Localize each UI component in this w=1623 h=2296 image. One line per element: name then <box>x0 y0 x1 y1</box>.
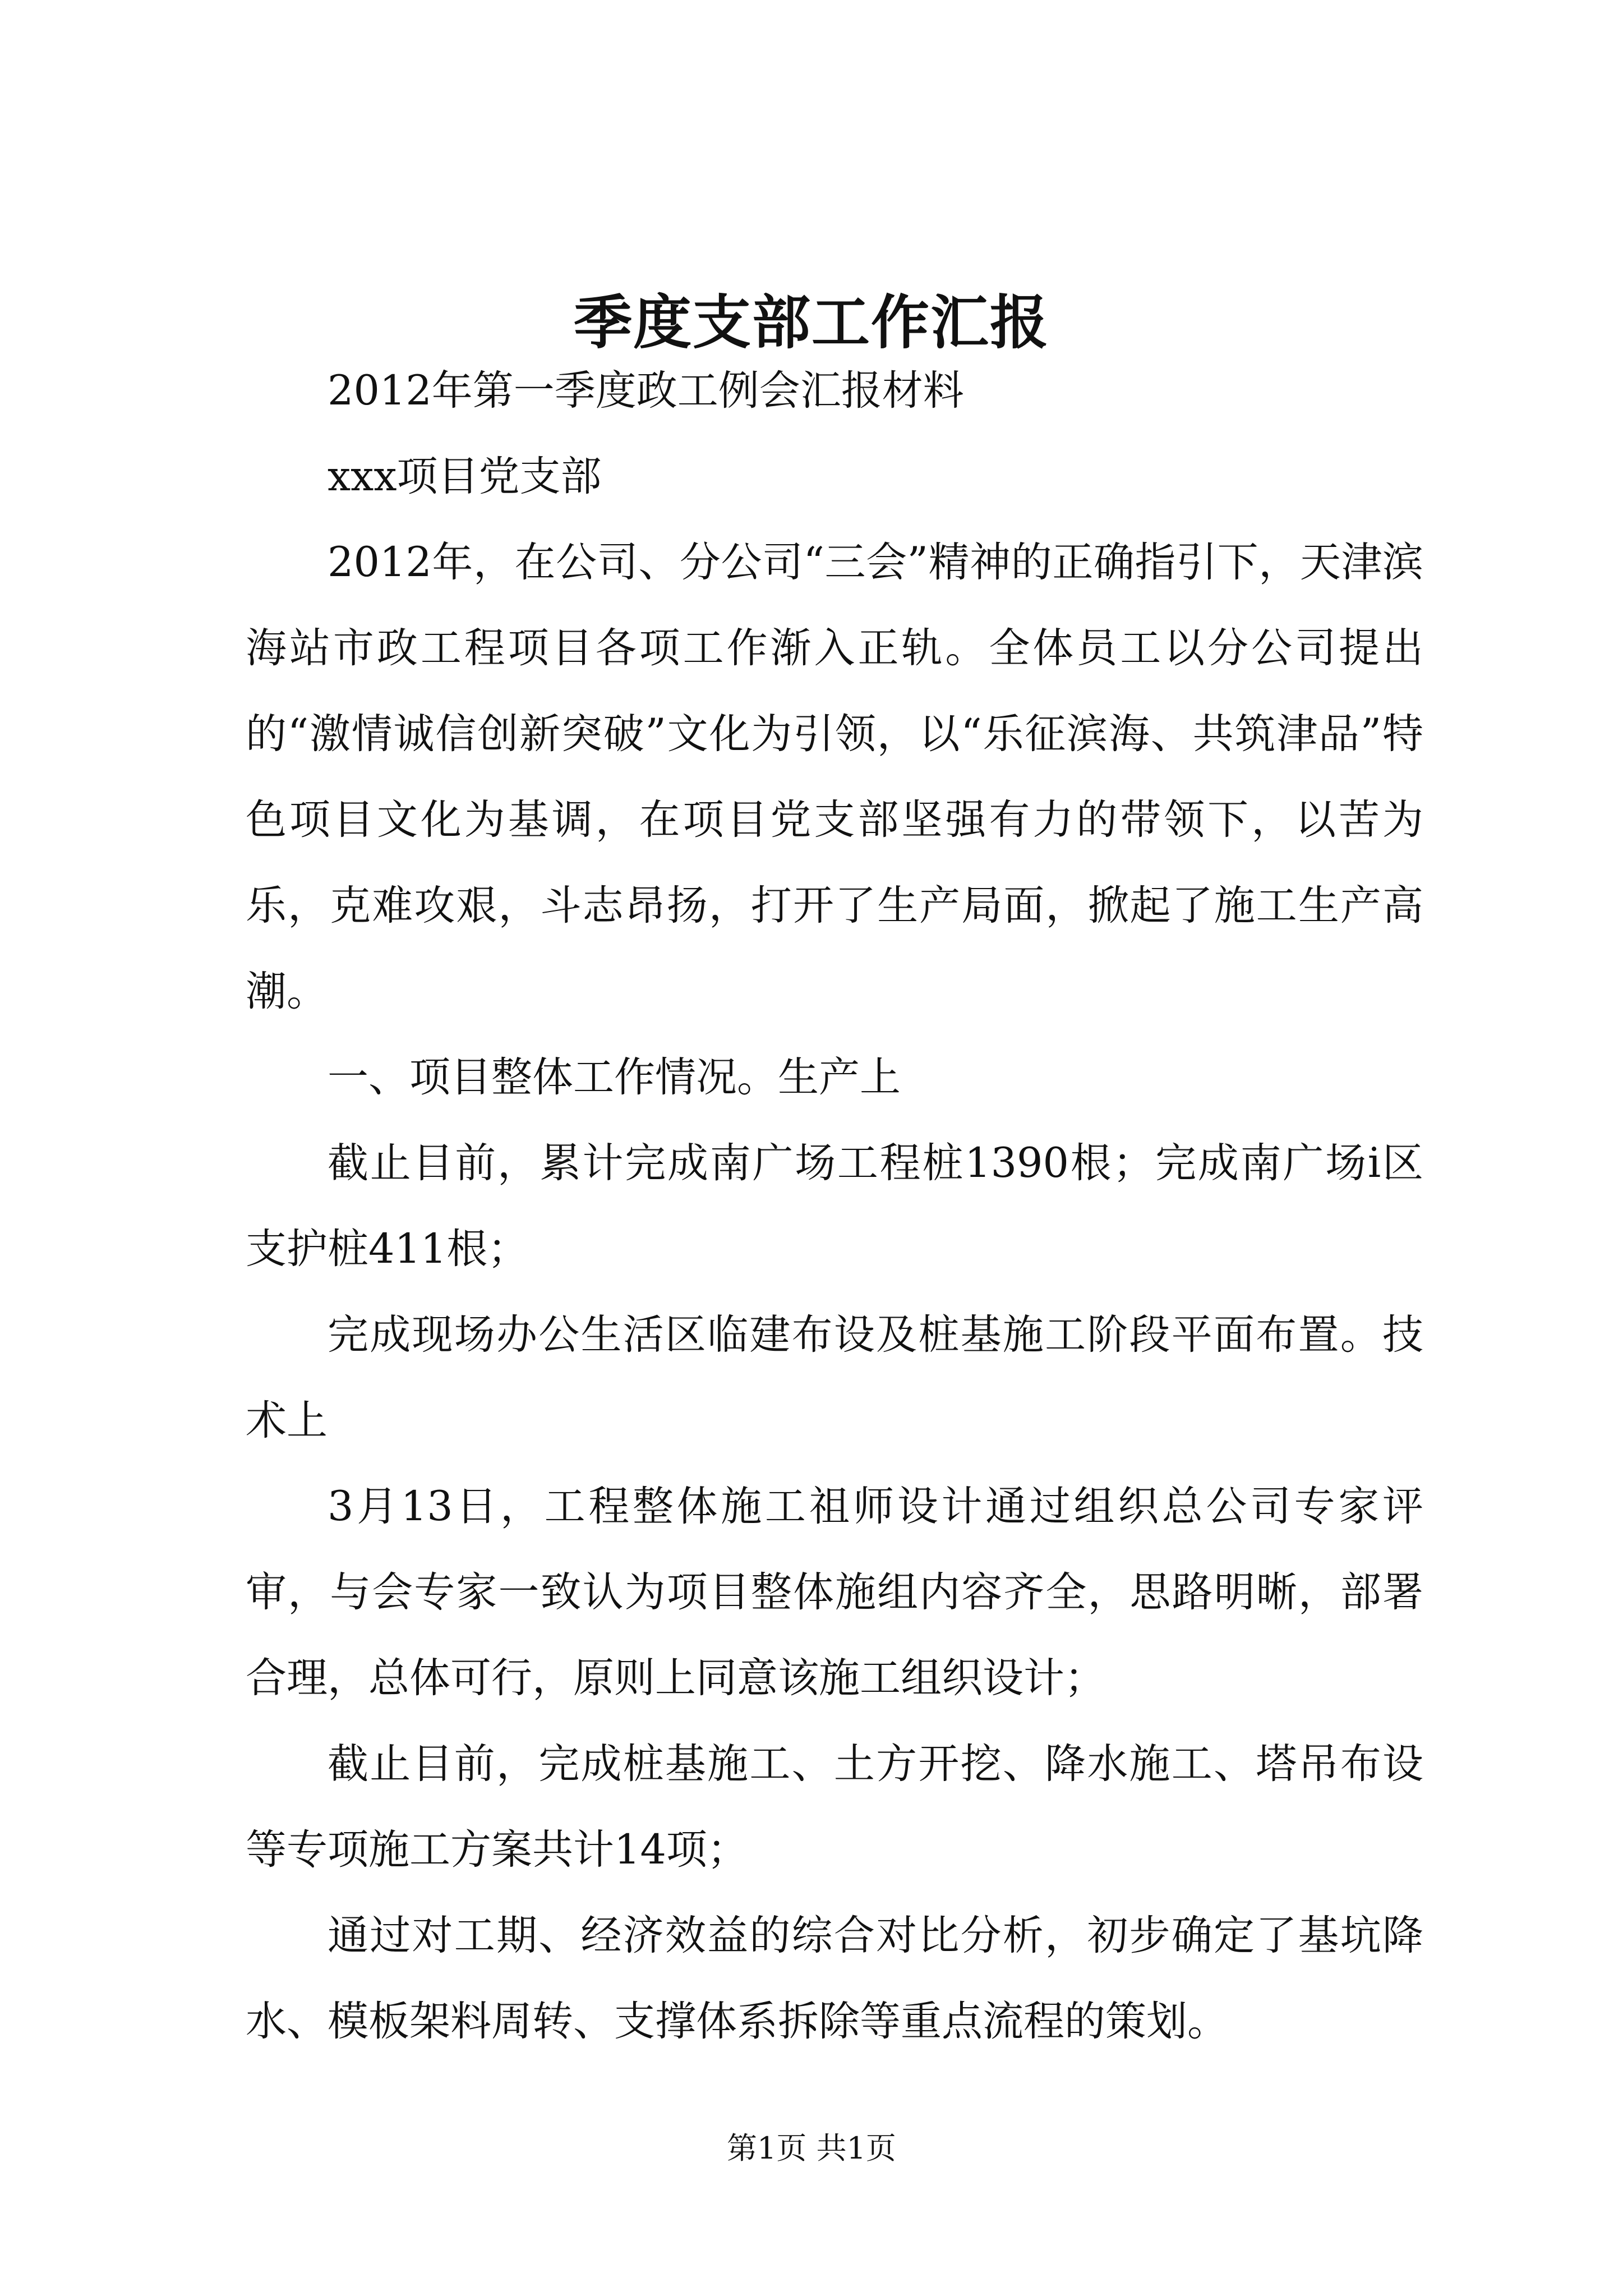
paragraph-intro: 2012年，在公司、分公司“三会”精神的正确指引下，天津滨海站市政工程项目各项工作渐入正轨。全体员工以分公司提出的“激情诚信创新突破”文化为引领，以“乐征滨海、共筑津品”特色项目文化为基调，在项目党支部坚强有力的带领下，以苦为乐，克难攻艰，斗志昂扬，打开了生产局面，掀起了施工生产高潮。 <box>246 539 1423 1015</box>
paragraph-process-planning: 通过对工期、经济效益的综合对比分析，初步确定了基坑降水、模板架料周转、支撑体系拆除等重点流程的策划。 <box>246 1912 1423 2045</box>
document-title: 季度支部工作汇报 <box>573 288 1049 357</box>
paragraph-section-heading: 一、项目整体工作情况。生产上 <box>328 1053 901 1101</box>
paragraph-site-layout: 完成现场办公生活区临建布设及桩基施工阶段平面布置。技术上 <box>246 1311 1423 1444</box>
paragraph-production-piles: 截止目前，累计完成南广场工程桩1390根；完成南广场i区支护桩411根； <box>246 1139 1423 1273</box>
paragraph-expert-review: 3月13日，工程整体施工祖师设计通过组织总公司专家评审，与会专家一致认为项目整体施组内容齐全，思路明晰，部署合理，总体可行，原则上同意该施工组织设计； <box>246 1483 1423 1702</box>
page-number-label: 第1页 共1页 <box>727 2131 896 2166</box>
document-body <box>246 348 1423 2064</box>
paragraph-special-plans: 截止目前，完成桩基施工、土方开挖、降水施工、塔吊布设等专项施工方案共计14项； <box>246 1740 1423 1874</box>
page-footer <box>0 2129 1623 2168</box>
paragraph-subtitle: 2012年第一季度政工例会汇报材料 <box>328 367 964 415</box>
paragraph-author: xxx项目党支部 <box>328 453 602 500</box>
